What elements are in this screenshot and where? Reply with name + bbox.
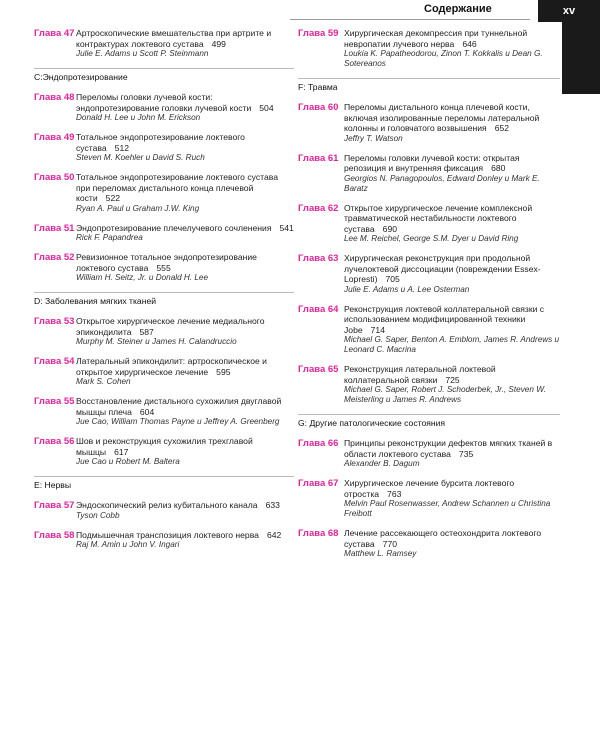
entry-body [76, 132, 294, 163]
toc-entry[interactable] [34, 530, 294, 551]
chapter-number: Глава 67 [298, 478, 339, 489]
chapter-title-line [76, 92, 294, 113]
entry-body [344, 253, 560, 295]
entry-body [76, 172, 294, 214]
chapter-number: Глава 63 [298, 253, 339, 264]
chapter-title-line [76, 396, 294, 417]
entry-body [76, 316, 294, 347]
toc-entry[interactable] [298, 102, 560, 144]
entry-body [344, 364, 560, 405]
toc-entry[interactable] [34, 500, 294, 521]
chapter-title: Открытое хирургическое лечение медиального эпикондилита [76, 316, 265, 337]
entry-body [76, 356, 294, 387]
chapter-title-line [76, 316, 294, 337]
chapter-page-number: 541 [279, 222, 294, 233]
chapter-page-number: 680 [491, 163, 506, 173]
entry-body [344, 102, 560, 144]
chapter-title-line [344, 304, 560, 336]
chapter-title-line [344, 253, 560, 285]
chapter-title: Тотальное эндопротезирование локтевого сустава при переломах дистального конца плечевой кости [76, 172, 278, 203]
chapter-title: Латеральный эпикондилит: артроскопическое и открытое хирургическое лечение [76, 356, 267, 377]
toc-entry[interactable] [34, 356, 294, 387]
toc-entry[interactable] [34, 436, 294, 467]
chapter-title: Эндоскопический релиз кубитального канала [76, 500, 258, 510]
chapter-title: Переломы головки лучевой кости: эндопротезирование головки лучевой кости [76, 92, 252, 113]
chapter-title-line [344, 28, 560, 49]
toc-entry[interactable] [298, 153, 560, 194]
section-heading: E: Нервы [34, 476, 294, 490]
chapter-authors: Julie E. Adams и Scott P. Steinmann [76, 49, 209, 58]
toc-entry[interactable] [34, 252, 294, 283]
chapter-title-line [344, 528, 560, 549]
entry-body [76, 28, 294, 59]
chapter-number: Глава 48 [34, 92, 75, 103]
chapter-title: Принципы реконструкции дефектов мягких тканей в области локтевого сустава [344, 438, 553, 459]
side-thumb-tab [562, 22, 600, 94]
chapter-title: Хирургическое лечение бурсита локтевого отростка [344, 478, 515, 499]
chapter-authors: Raj M. Amin и John V. Ingari [76, 540, 180, 549]
chapter-authors: Alexander B. Dagum [344, 459, 420, 468]
toc-entry[interactable] [298, 438, 560, 469]
entry-body [344, 28, 560, 69]
section-heading: C:Эндопротезирование [34, 68, 294, 82]
entry-body [344, 478, 560, 519]
chapter-authors: Melvin Paul Rosenwasser, Andrew Schannen и Christina Freibott [344, 499, 551, 518]
chapter-title-line [76, 172, 294, 204]
entry-body [76, 530, 294, 551]
chapter-number: Глава 60 [298, 102, 339, 113]
entry-body [76, 252, 294, 283]
chapter-number: Глава 61 [298, 152, 339, 164]
chapter-title-line [76, 132, 294, 153]
chapter-authors: Georgios N. Panagopoulos, Edward Donley и Mark E. Baratz [344, 173, 540, 193]
chapter-title: Реконструкция латеральной локтевой коллатеральной связки [344, 364, 496, 385]
chapter-number: Глава 53 [34, 316, 75, 327]
section-heading: G: Другие патологические состояния [298, 414, 560, 428]
chapter-title-line [344, 438, 560, 459]
chapter-number: Глава 66 [298, 438, 339, 449]
toc-entry[interactable] [298, 478, 560, 519]
chapter-page-number: 587 [139, 326, 154, 337]
entry-body [76, 500, 294, 521]
chapter-page-number: 499 [211, 38, 226, 49]
chapter-page-number: 504 [259, 102, 274, 113]
toc-left-column [34, 28, 294, 559]
page-number-tab: xv [538, 0, 600, 22]
section-heading: D: Заболевания мягких тканей [34, 292, 294, 306]
chapter-number: Глава 51 [34, 222, 75, 234]
toc-entry[interactable] [34, 132, 294, 163]
chapter-title: Реконструкция локтевой коллатеральной связки с использованием модифицированной техники Jobe [344, 303, 545, 335]
chapter-title-line [76, 530, 294, 541]
chapter-title: Тотальное эндопротезирование локтевого сустава [76, 132, 245, 153]
chapter-authors: Julie E. Adams и A. Lee Osterman [344, 284, 470, 294]
chapter-authors: Ryan A. Paul и Graham J.W. King [76, 203, 200, 213]
chapter-authors: William H. Seitz, Jr. и Donald H. Lee [76, 273, 209, 282]
chapter-title: Открытое хирургическое лечение комплексной травматической нестабильности локтевого сустава [344, 202, 533, 234]
entry-body [76, 223, 294, 244]
chapter-title: Эндопротезирование плечелучевого сочленения [76, 222, 272, 233]
chapter-title: Шов и реконструкция сухожилия трехглавой мышцы [76, 436, 253, 457]
chapter-page-number: 735 [458, 448, 474, 459]
chapter-title-line [76, 356, 294, 377]
chapter-page-number: 617 [114, 446, 129, 457]
chapter-title: Хирургическая реконструкция при продольной лучелоктевой диссоциации (повреждении Essex-Lopresti) [344, 253, 541, 284]
toc-entry[interactable] [298, 203, 560, 245]
chapter-page-number: 595 [216, 366, 231, 377]
chapter-number: Глава 49 [34, 132, 75, 143]
chapter-page-number: 763 [387, 488, 402, 499]
chapter-title-line [344, 102, 560, 134]
chapter-number: Глава 64 [298, 303, 339, 315]
toc-entry[interactable] [34, 28, 294, 59]
chapter-number: Глава 65 [298, 364, 339, 375]
chapter-number: Глава 56 [34, 436, 75, 447]
chapter-title: Лечение рассекающего остеохондрита локтевого сустава [344, 528, 542, 549]
toc-entry[interactable] [34, 172, 294, 214]
entry-body [76, 396, 294, 427]
toc-entry[interactable] [34, 316, 294, 347]
chapter-authors: Jue Cao, William Thomas Payne и Jeffrey A. Greenberg [76, 417, 280, 426]
section-heading: F: Травма [298, 78, 560, 92]
chapter-number: Глава 59 [298, 28, 339, 39]
entry-body [344, 528, 560, 559]
chapter-number: Глава 50 [34, 172, 75, 183]
toc-entry[interactable] [298, 528, 560, 559]
chapter-authors: Jeffry T. Watson [344, 133, 403, 143]
chapter-authors: Tyson Cobb [76, 510, 120, 520]
chapter-page-number: 642 [266, 529, 282, 540]
chapter-page-number: 522 [105, 193, 121, 203]
chapter-title: Восстановление дистального сухожилия двуглавой мышцы плеча [76, 396, 282, 417]
entry-body [344, 304, 560, 356]
chapter-number: Глава 54 [34, 356, 75, 367]
chapter-page-number: 770 [382, 538, 398, 549]
chapter-page-number: 646 [462, 38, 477, 49]
chapter-authors: Mark S. Cohen [76, 377, 131, 386]
entry-body [344, 203, 560, 245]
chapter-authors: Rick F. Papandrea [76, 233, 143, 242]
chapter-authors: Murphy M. Steiner и James H. Calandruccio [76, 337, 237, 346]
entry-body [344, 153, 560, 194]
chapter-page-number: 633 [265, 500, 280, 510]
chapter-page-number: 705 [385, 274, 400, 284]
chapter-number: Глава 55 [34, 396, 75, 407]
chapter-authors: Michael G. Saper, Benton A. Emblom, James R. Andrews и Leonard C. Macrina [344, 335, 560, 354]
chapter-title: Артроскопические вмешательства при артрите и контрактурах локтевого сустава [76, 28, 272, 49]
toc-entry[interactable] [34, 223, 294, 244]
chapter-page-number: 652 [494, 123, 510, 133]
chapter-page-number: 725 [445, 374, 460, 385]
page-header [0, 0, 600, 22]
chapter-title: Ревизионное тотальное эндопротезирование локтевого сустава [76, 252, 257, 273]
chapter-authors: Donald H. Lee и John M. Erickson [76, 113, 201, 122]
chapter-page-number: 604 [139, 406, 155, 417]
chapter-number: Глава 68 [298, 528, 339, 539]
chapter-title-line [76, 223, 294, 234]
chapter-authors: Steven M. Koehler и David S. Ruch [76, 153, 205, 162]
chapter-number: Глава 52 [34, 252, 75, 263]
chapter-number: Глава 47 [34, 28, 75, 39]
chapter-page-number: 714 [370, 324, 385, 335]
entry-body [344, 438, 560, 469]
toc-entry[interactable] [34, 396, 294, 427]
chapter-number: Глава 62 [298, 202, 339, 214]
header-rule [290, 4, 530, 20]
chapter-title: Переломы головки лучевой кости: открытая репозиция и внутренняя фиксация [344, 152, 520, 173]
toc-entry[interactable] [34, 92, 294, 123]
chapter-title: Подмышечная транспозиция локтевого нерва [76, 529, 259, 540]
toc-entry[interactable] [298, 253, 560, 295]
toc-entry[interactable] [298, 28, 560, 69]
chapter-title-line [344, 478, 560, 499]
chapter-title-line [344, 203, 560, 235]
chapter-authors: Lee M. Reichel, George S.M. Dyer и David Ring [344, 234, 519, 243]
chapter-authors: Matthew L. Ramsey [344, 549, 417, 558]
chapter-page-number: 690 [382, 223, 398, 234]
chapter-authors: Jue Cao и Robert M. Baltera [76, 457, 180, 466]
chapter-number: Глава 57 [34, 500, 75, 511]
chapter-number: Глава 58 [34, 529, 75, 541]
chapter-title-line [76, 252, 294, 273]
entry-body [76, 92, 294, 123]
chapter-title-line [344, 153, 560, 174]
chapter-authors: Michael G. Saper, Robert J. Schoderbek, Jr., Steven W. Meisterling и James R. Andrews [344, 385, 546, 404]
toc-entry[interactable] [298, 364, 560, 405]
chapter-title-line [76, 28, 294, 49]
chapter-title: Переломы дистального конца плечевой кости, включая изолированные переломы латеральной колонны и головчатого возвышения [344, 102, 540, 133]
chapter-authors: Loukia K. Papatheodorou, Zinon T. Kokkalis и Dean G. Sotereanos [344, 49, 543, 68]
chapter-title: Хирургическая декомпрессия при туннельной невропатии лучевого нерва [344, 28, 528, 49]
running-head-title: Содержание [424, 3, 492, 15]
chapter-title-line [344, 364, 560, 385]
chapter-title-line [76, 436, 294, 457]
toc-right-column [298, 28, 560, 568]
chapter-title-line [76, 500, 294, 511]
entry-body [76, 436, 294, 467]
chapter-page-number: 512 [114, 142, 130, 153]
toc-entry[interactable] [298, 304, 560, 356]
chapter-page-number: 555 [156, 262, 171, 273]
